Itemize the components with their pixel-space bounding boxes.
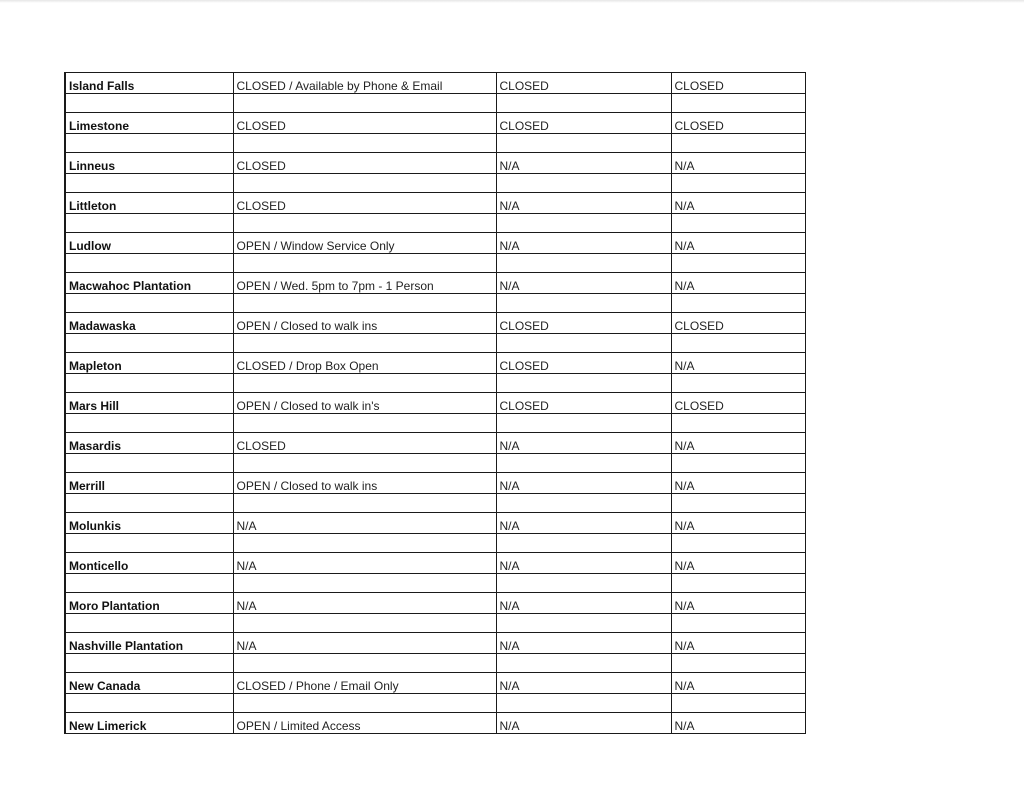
table-row	[65, 113, 805, 134]
status-cell-4: N/A	[671, 273, 805, 294]
spacer-row	[65, 254, 805, 273]
spacer-cell	[671, 94, 805, 113]
table-body	[65, 73, 805, 734]
spacer-cell	[65, 654, 233, 673]
spacer-row	[65, 694, 805, 713]
spacer-cell	[671, 174, 805, 193]
spacer-cell	[496, 134, 671, 153]
status-cell-3: N/A	[496, 433, 671, 454]
town-name-cell: Molunkis	[65, 513, 233, 534]
spacer-row	[65, 614, 805, 633]
status-cell-3: CLOSED	[496, 393, 671, 414]
spacer-cell	[496, 294, 671, 313]
town-name-cell: Littleton	[65, 193, 233, 214]
spacer-cell	[671, 214, 805, 233]
spacer-row	[65, 174, 805, 193]
table-row	[65, 273, 805, 294]
spacer-cell	[65, 454, 233, 473]
town-name-cell: Madawaska	[65, 313, 233, 334]
status-cell-3: CLOSED	[496, 113, 671, 134]
spacer-cell	[233, 214, 496, 233]
status-cell-4: N/A	[671, 433, 805, 454]
status-cell-4: N/A	[671, 513, 805, 534]
table-row	[65, 193, 805, 214]
status-cell-4: CLOSED	[671, 113, 805, 134]
spacer-cell	[233, 174, 496, 193]
spacer-cell	[671, 254, 805, 273]
spacer-cell	[233, 454, 496, 473]
spacer-cell	[65, 254, 233, 273]
spacer-row	[65, 494, 805, 513]
office-status-cell: OPEN / Closed to walk in's	[233, 393, 496, 414]
table-row	[65, 633, 805, 654]
town-name-cell: Linneus	[65, 153, 233, 174]
spacer-cell	[671, 134, 805, 153]
table-row	[65, 73, 805, 94]
table-row	[65, 513, 805, 534]
spacer-cell	[496, 414, 671, 433]
spacer-cell	[671, 534, 805, 553]
spacer-cell	[65, 174, 233, 193]
town-name-cell: Merrill	[65, 473, 233, 494]
status-cell-3: N/A	[496, 273, 671, 294]
status-cell-4: CLOSED	[671, 73, 805, 94]
town-name-cell: Mapleton	[65, 353, 233, 374]
spacer-cell	[65, 694, 233, 713]
spacer-row	[65, 294, 805, 313]
town-name-cell: Monticello	[65, 553, 233, 574]
spacer-cell	[496, 574, 671, 593]
spacer-cell	[496, 614, 671, 633]
town-status-table	[64, 72, 806, 734]
status-cell-4: N/A	[671, 633, 805, 654]
spacer-cell	[496, 494, 671, 513]
status-cell-4: N/A	[671, 353, 805, 374]
status-cell-3: N/A	[496, 193, 671, 214]
spacer-cell	[233, 334, 496, 353]
status-cell-3: N/A	[496, 233, 671, 254]
town-name-cell: Island Falls	[65, 73, 233, 94]
status-cell-4: N/A	[671, 593, 805, 614]
spacer-row	[65, 94, 805, 113]
status-cell-3: N/A	[496, 473, 671, 494]
spacer-row	[65, 414, 805, 433]
spacer-cell	[496, 454, 671, 473]
scan-edge	[0, 0, 1024, 3]
spacer-row	[65, 214, 805, 233]
office-status-cell: N/A	[233, 593, 496, 614]
spacer-cell	[233, 294, 496, 313]
table-row	[65, 593, 805, 614]
table-row	[65, 553, 805, 574]
table-row	[65, 153, 805, 174]
town-name-cell: New Canada	[65, 673, 233, 694]
town-name-cell: Nashville Plantation	[65, 633, 233, 654]
status-cell-3: N/A	[496, 593, 671, 614]
status-cell-4: N/A	[671, 193, 805, 214]
spacer-cell	[496, 654, 671, 673]
spacer-row	[65, 654, 805, 673]
spacer-cell	[65, 574, 233, 593]
office-status-cell: CLOSED	[233, 153, 496, 174]
town-name-cell: Masardis	[65, 433, 233, 454]
spacer-cell	[496, 374, 671, 393]
spacer-cell	[671, 694, 805, 713]
spacer-cell	[233, 494, 496, 513]
spacer-cell	[233, 374, 496, 393]
status-cell-3: CLOSED	[496, 73, 671, 94]
office-status-cell: N/A	[233, 633, 496, 654]
spacer-cell	[233, 574, 496, 593]
town-name-cell: Moro Plantation	[65, 593, 233, 614]
office-status-cell: N/A	[233, 513, 496, 534]
spacer-cell	[496, 334, 671, 353]
table-row	[65, 713, 805, 734]
spacer-cell	[65, 294, 233, 313]
table-row	[65, 233, 805, 254]
office-status-cell: CLOSED	[233, 113, 496, 134]
status-cell-4: N/A	[671, 713, 805, 734]
status-cell-3: CLOSED	[496, 353, 671, 374]
status-cell-4: N/A	[671, 673, 805, 694]
status-cell-3: N/A	[496, 673, 671, 694]
spacer-cell	[233, 414, 496, 433]
spacer-cell	[233, 654, 496, 673]
spacer-cell	[65, 414, 233, 433]
spacer-cell	[233, 134, 496, 153]
table-row	[65, 673, 805, 694]
spacer-cell	[496, 174, 671, 193]
town-name-cell: New Limerick	[65, 713, 233, 734]
status-cell-3: N/A	[496, 713, 671, 734]
status-cell-4: N/A	[671, 473, 805, 494]
spacer-cell	[65, 334, 233, 353]
status-cell-3: N/A	[496, 553, 671, 574]
town-name-cell: Ludlow	[65, 233, 233, 254]
status-cell-4: N/A	[671, 553, 805, 574]
spacer-cell	[496, 694, 671, 713]
spacer-cell	[65, 94, 233, 113]
spacer-cell	[65, 494, 233, 513]
spacer-cell	[233, 94, 496, 113]
spacer-cell	[65, 534, 233, 553]
town-name-cell: Mars Hill	[65, 393, 233, 414]
table-row	[65, 433, 805, 454]
office-status-cell: OPEN / Window Service Only	[233, 233, 496, 254]
status-cell-4: N/A	[671, 233, 805, 254]
spacer-cell	[233, 694, 496, 713]
status-cell-4: CLOSED	[671, 393, 805, 414]
status-cell-3: CLOSED	[496, 313, 671, 334]
spacer-cell	[65, 614, 233, 633]
office-status-cell: OPEN / Limited Access	[233, 713, 496, 734]
spacer-row	[65, 574, 805, 593]
table-row	[65, 473, 805, 494]
office-status-cell: CLOSED / Phone / Email Only	[233, 673, 496, 694]
office-status-cell: CLOSED	[233, 193, 496, 214]
spacer-cell	[65, 374, 233, 393]
spacer-row	[65, 374, 805, 393]
status-cell-3: N/A	[496, 633, 671, 654]
spacer-cell	[496, 214, 671, 233]
spacer-cell	[671, 294, 805, 313]
spacer-cell	[671, 454, 805, 473]
spacer-cell	[671, 574, 805, 593]
spacer-row	[65, 134, 805, 153]
table-row	[65, 393, 805, 414]
spacer-cell	[496, 534, 671, 553]
spacer-cell	[671, 494, 805, 513]
spacer-row	[65, 454, 805, 473]
spacer-cell	[671, 414, 805, 433]
status-cell-3: N/A	[496, 153, 671, 174]
status-cell-3: N/A	[496, 513, 671, 534]
office-status-cell: CLOSED / Available by Phone & Email	[233, 73, 496, 94]
town-name-cell: Limestone	[65, 113, 233, 134]
spacer-cell	[65, 134, 233, 153]
spacer-cell	[671, 654, 805, 673]
spacer-cell	[65, 214, 233, 233]
spacer-cell	[233, 254, 496, 273]
spacer-cell	[233, 614, 496, 633]
spacer-cell	[233, 534, 496, 553]
spacer-row	[65, 534, 805, 553]
status-cell-4: N/A	[671, 153, 805, 174]
spacer-cell	[496, 94, 671, 113]
table-row	[65, 353, 805, 374]
town-name-cell: Macwahoc Plantation	[65, 273, 233, 294]
spacer-cell	[671, 614, 805, 633]
status-cell-4: CLOSED	[671, 313, 805, 334]
office-status-cell: OPEN / Closed to walk ins	[233, 313, 496, 334]
spacer-row	[65, 334, 805, 353]
office-status-cell: N/A	[233, 553, 496, 574]
table-row	[65, 313, 805, 334]
spacer-cell	[671, 374, 805, 393]
office-status-cell: OPEN / Closed to walk ins	[233, 473, 496, 494]
office-status-cell: CLOSED / Drop Box Open	[233, 353, 496, 374]
office-status-cell: OPEN / Wed. 5pm to 7pm - 1 Person	[233, 273, 496, 294]
spacer-cell	[671, 334, 805, 353]
office-status-cell: CLOSED	[233, 433, 496, 454]
spacer-cell	[496, 254, 671, 273]
